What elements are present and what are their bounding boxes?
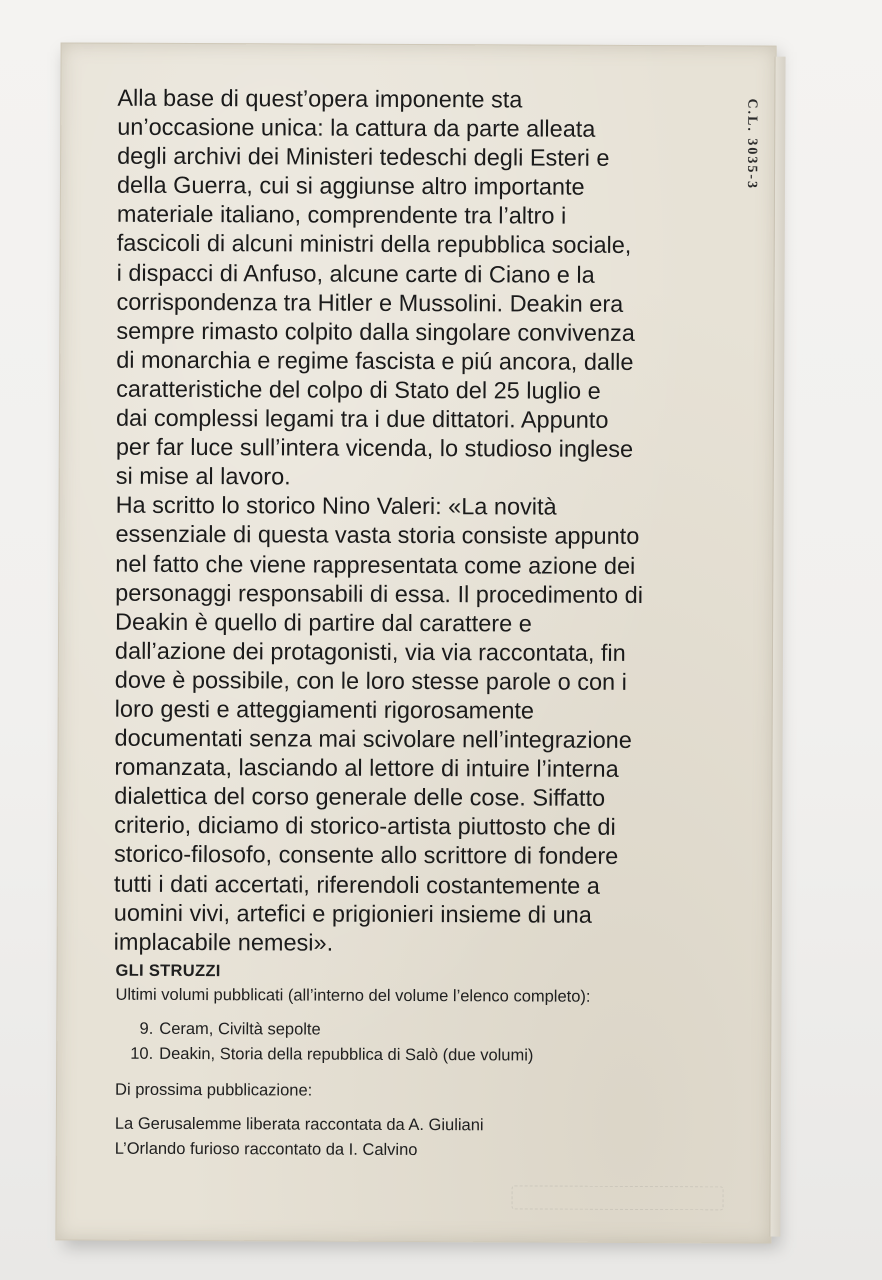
list-item: [115, 1042, 735, 1070]
blurb-text: Alla base di quest’opera imponente sta un’occasione unica: la cattura da parte alleata degli archivi dei Ministeri tedeschi degli Esteri e della Guerra, cui si aggiunse altro importante materiale italiano, comprendente tra l’altro i fascicoli di alcuni ministri della repubblica sociale, i dispacci di Anfuso, alcune carte di Ciano e la corrispondenza tra Hitler e Mussolini. Deakin era sempre rimasto colpito dalla singolare convivenza di monarchia e regime fascista e piú ancora, dalle caratteristiche del colpo di Stato del 25 luglio e dai complessi legami tra i due dittatori. Appunto per far luce sull’intera vicenda, lo studioso inglese si mise al lavoro. Ha scritto lo storico Nino Valeri: «La novità essenziale di questa vasta storia consiste appunto nel fatto che viene rappresentata come azione dei personaggi responsabili di essa. Il procedimento di Deakin è quello di partire dal carattere e dall’azione dei protagonisti, via via raccontata, fin dove è possibile, con le loro stesse parole o con i loro gesti e atteggiamenti rigorosamente documentati senza mai scivolare nell’integrazione romanzata, lasciando al lettore di intuire l’interna dialettica del corso generale delle cose. Siffatto criterio, diciamo di storico-artista piuttosto che di storico-filosofo, consente allo scrittore di fondere tutti i dati accertati, riferendoli costantemente a uomini vivi, artefici e prigionieri insieme di una implacabile nemesi».: [113, 84, 644, 956]
list-item: [115, 1017, 735, 1045]
volume-number: 9.: [139, 1019, 154, 1038]
volume-number: 10.: [130, 1044, 154, 1063]
series-title: GLI STRUZZI: [115, 961, 221, 981]
volume-title: Ceram, Civiltà sepolte: [159, 1019, 321, 1039]
book-back-cover: [55, 42, 776, 1243]
volume-title: Deakin, Storia della repubblica di Salò (due volumi): [159, 1044, 534, 1065]
series-subtitle: Ultimi volumi pubblicati (all’interno del volume l’elenco completo):: [115, 985, 591, 1006]
page-edge: [769, 57, 785, 1237]
upcoming-title: Di prossima pubblicazione:: [115, 1080, 313, 1100]
series-section: [115, 962, 736, 1165]
upcoming-item: La Gerusalemme liberata raccontata da A. Giuliani: [114, 1114, 484, 1135]
upcoming-item: L’Orlando furioso raccontato da I. Calvino: [114, 1139, 418, 1160]
volume-list: [115, 1017, 735, 1070]
catalog-code: C.L. 3035-3: [743, 98, 760, 191]
faded-stamp: [512, 1185, 724, 1210]
